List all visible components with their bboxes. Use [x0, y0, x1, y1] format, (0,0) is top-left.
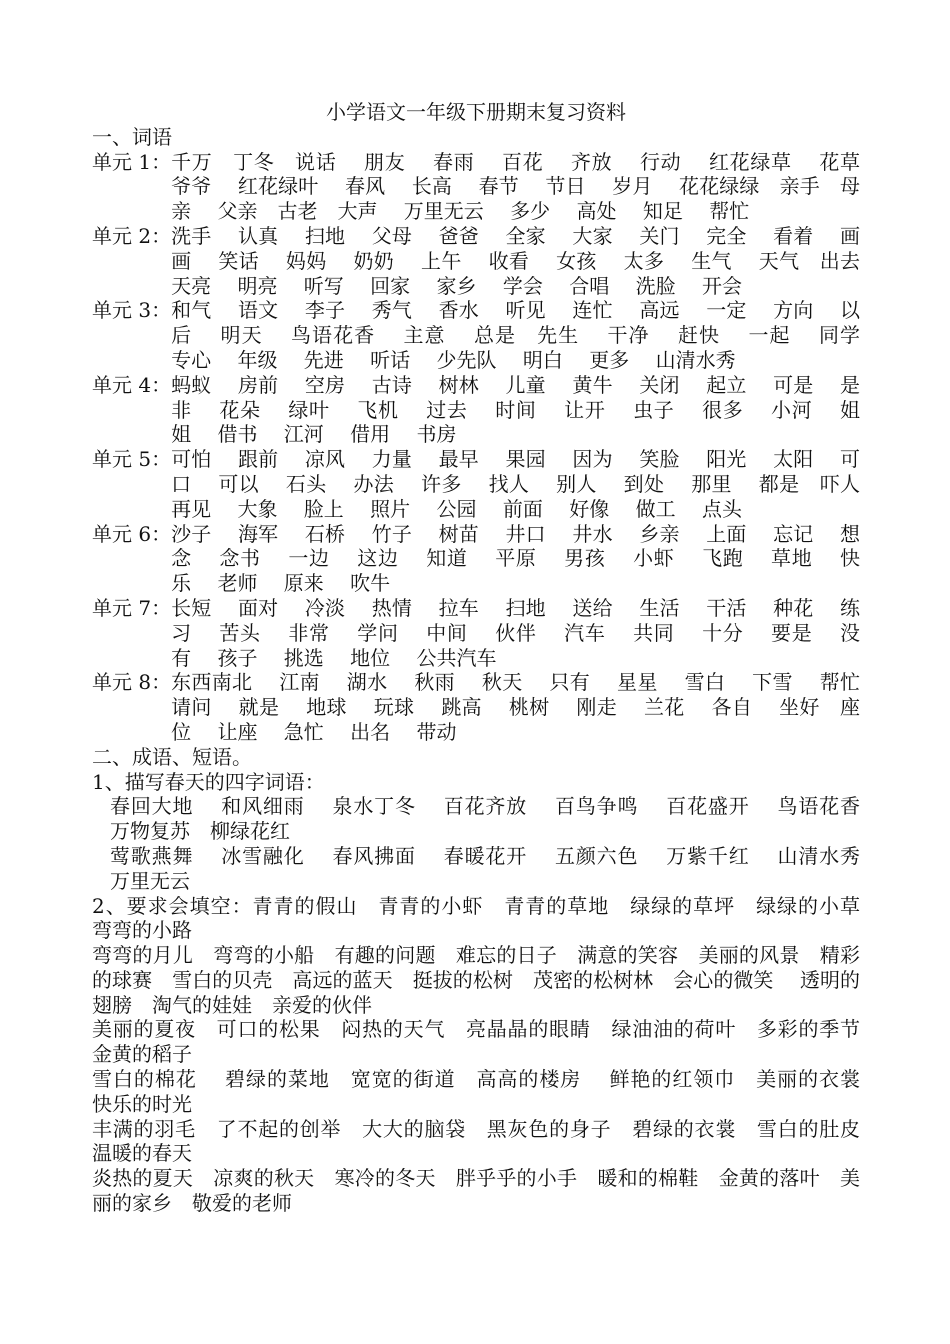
unit-label: 单元 2：	[92, 223, 172, 248]
unit-block	[92, 149, 880, 224]
unit-label: 单元 4：	[92, 372, 172, 397]
subheading-fill-in: 2、要求会填空：青青的假山 青青的小虾 青青的草地 绿绿的草坪 绿绿的小草 弯弯的小路	[92, 893, 880, 943]
phrase-line: 炎热的夏天 凉爽的秋天 寒冷的冬天 胖乎乎的小手 暖和的棉鞋 金黄的落叶 美丽的家乡 敬爱的老师	[92, 1166, 860, 1216]
unit-label: 单元 3：	[92, 298, 172, 323]
subheading-spring-idioms: 1、描写春天的四字词语：	[92, 769, 325, 794]
unit-label: 单元 1：	[92, 149, 172, 174]
unit-label: 单元 6：	[92, 521, 172, 546]
unit-block	[92, 447, 880, 521]
document-page	[92, 100, 880, 1216]
unit-label: 单元 8：	[92, 670, 172, 695]
phrase-line: 弯弯的月儿 弯弯的小船 有趣的问题 难忘的日子 满意的笑容 美丽的风景 精彩的球赛 雪白的贝壳 高远的蓝天 挺拔的松树 茂密的松树林 会心的微笑 透明的翅膀 淘气的娃娃 亲爱的伙伴	[92, 943, 860, 1017]
idiom-line: 春回大地 和风细雨 泉水丁冬 百花齐放 百鸟争鸣 百花盛开 鸟语花香 万物复苏 柳绿花红	[110, 794, 880, 844]
unit-words: 和气 语文 李子 秀气 香水 听见 连忙 高远 一定 方向 以 后 明天 鸟语花香 主意 总是 先生 干净 赶快 一起 同学 专心 年级 先进 听话 少先队 明白 更多 山清水秀	[171, 298, 880, 372]
unit-block	[92, 670, 880, 744]
unit-block	[92, 372, 880, 447]
section-heading-idioms: 二、成语、短语。	[92, 744, 252, 769]
unit-block	[92, 521, 880, 596]
unit-label: 单元 5：	[92, 447, 172, 472]
phrase-line: 美丽的夏夜 可口的松果 闷热的天气 亮晶晶的眼睛 绿油油的荷叶 多彩的季节 金黄的稻子	[92, 1017, 880, 1067]
unit-words: 洗手 认真 扫地 父母 爸爸 全家 大家 关门 完全 看着 画 画 笑话 妈妈 奶奶 上午 收看 女孩 太多 生气 天气 出去 天亮 明亮 听写 回家 家乡 学会 合唱 洗脸 开会	[171, 223, 880, 298]
unit-words: 长短 面对 冷淡 热情 拉车 扫地 送给 生活 干活 种花 练 习 苦头 非常 学问 中间 伙伴 汽车 共同 十分 要是 没 有 孩子 挑选 地位 公共汽车	[171, 595, 880, 670]
unit-words: 千万 丁冬 说话 朋友 春雨 百花 齐放 行动 红花绿草 花草 爷爷 红花绿叶 春风 长高 春节 节日 岁月 花花绿绿 亲手 母亲 父亲 古老 大声 万里无云 多少 高处 知足 帮忙	[171, 149, 880, 224]
phrase-line: 雪白的棉花 碧绿的菜地 宽宽的街道 高高的楼房 鲜艳的红领巾 美丽的衣裳 快乐的时光	[92, 1067, 880, 1116]
unit-words: 沙子 海军 石桥 竹子 树苗 井口 井水 乡亲 上面 忘记 想 念 念书 一边 这边 知道 平原 男孩 小虾 飞跑 草地 快 乐 老师 原来 吹牛	[171, 521, 880, 596]
unit-words: 东西南北 江南 湖水 秋雨 秋天 只有 星星 雪白 下雪 帮忙 请问 就是 地球 玩球 跳高 桃树 刚走 兰花 各自 坐好 座位 让座 急忙 出名 带动	[171, 670, 880, 744]
document-title: 小学语文一年级下册期末复习资料	[326, 100, 626, 124]
unit-words: 可怕 跟前 凉风 力量 最早 果园 因为 笑脸 阳光 太阳 可 口 可以 石头 办法 许多 找人 别人 到处 那里 都是 吓人 再见 大象 脸上 照片 公园 前面 好像 做工 点头	[171, 447, 880, 521]
unit-label: 单元 7：	[92, 595, 172, 620]
unit-block	[92, 223, 880, 298]
unit-block	[92, 298, 880, 372]
idiom-line: 莺歌燕舞 冰雪融化 春风拂面 春暖花开 五颜六色 万紫千红 山清水秀 万里无云	[110, 843, 880, 893]
unit-words: 蚂蚁 房前 空房 古诗 树林 儿童 黄牛 关闭 起立 可是 是 非 花朵 绿叶 飞机 过去 时间 让开 虫子 很多 小河 姐 姐 借书 江河 借用 书房	[171, 372, 880, 447]
unit-block	[92, 595, 880, 670]
phrase-line: 丰满的羽毛 了不起的创举 大大的脑袋 黑灰色的身子 碧绿的衣裳 雪白的肚皮 温暖的春天	[92, 1116, 880, 1166]
section-heading-words: 一、词语	[92, 124, 172, 149]
